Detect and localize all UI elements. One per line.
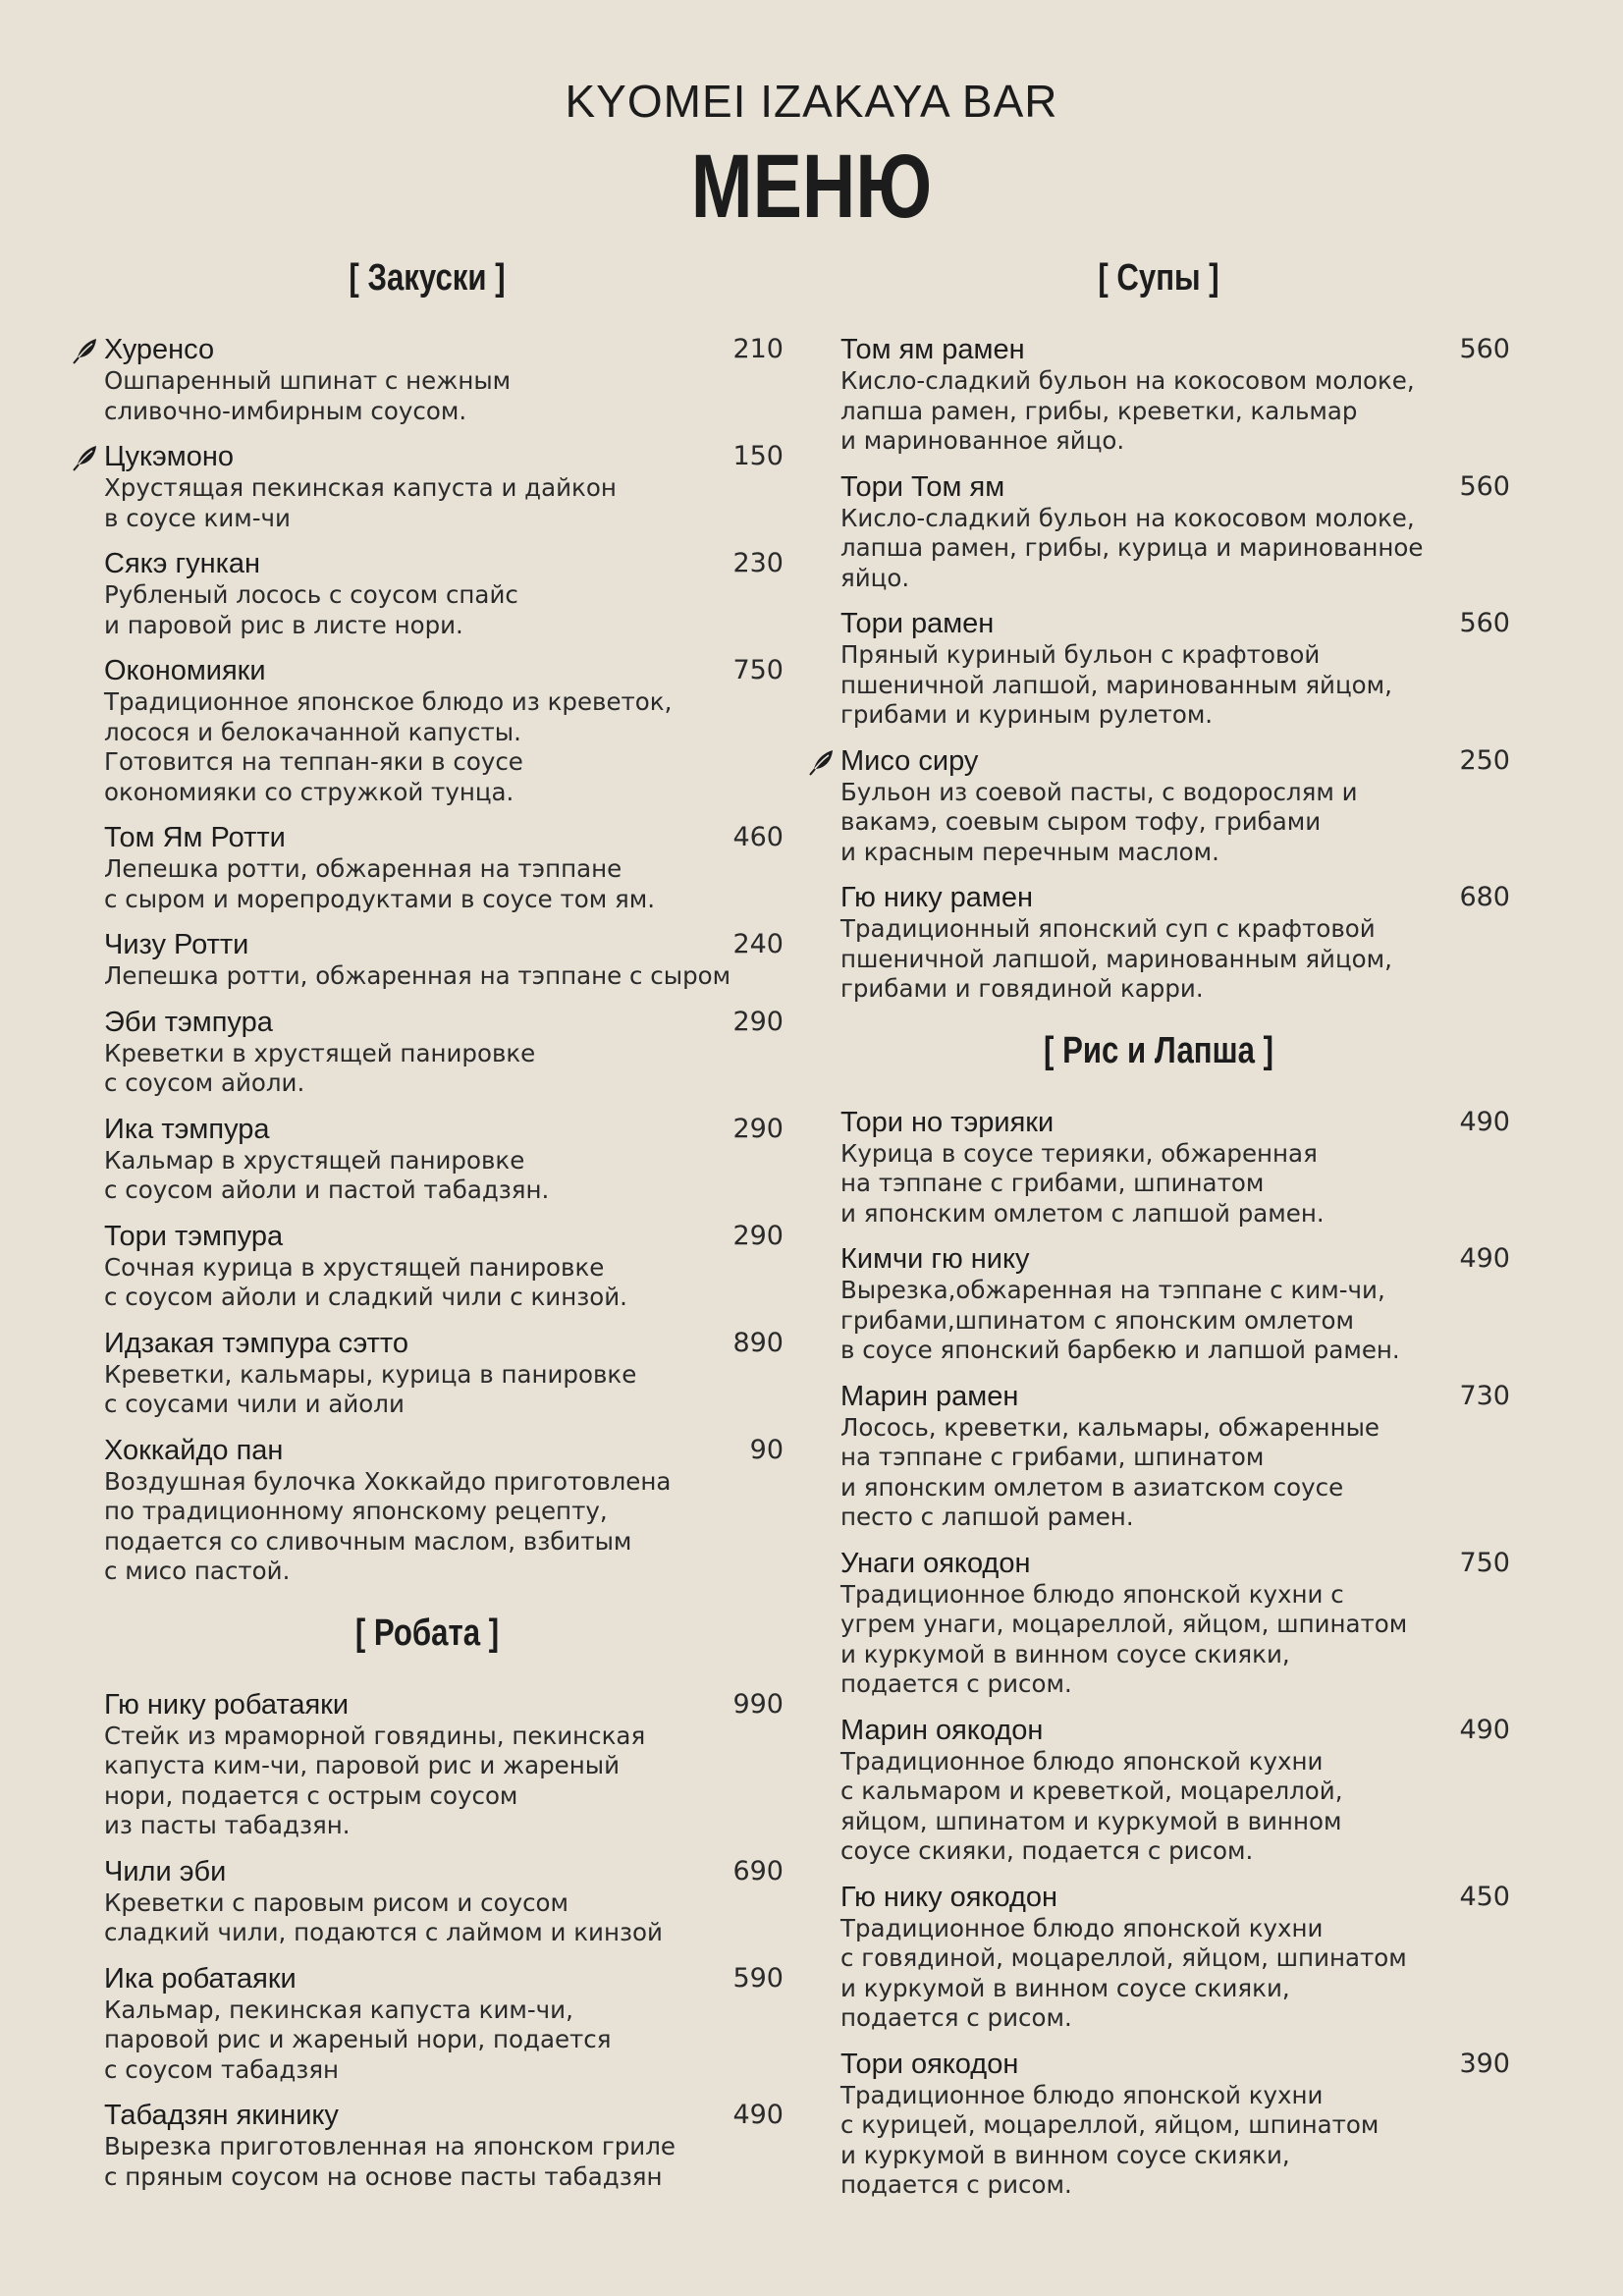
item-name: Гю нику робатаяки: [104, 1688, 350, 1721]
item-name: Ика робатаяки: [104, 1962, 297, 1995]
item-description: Традиционное блюдо японской кухни с курицей, моцареллой, яйцом, шпинатом и куркумой в винном соусе скияки, подается с рисом.: [840, 2080, 1380, 2199]
menu-item: [805, 1380, 1512, 1533]
item-description: Креветки в хрустящей панировке с соусом айоли.: [104, 1038, 536, 1097]
item-name: Табадзян якинику: [104, 2100, 339, 2131]
section-title: [ Супы ]: [1098, 257, 1219, 299]
item-description: Курица в соусе терияки, обжаренная на тэппане с грибами, шпинатом и японским омлетом с лапшой рамен.: [840, 1138, 1325, 1228]
section-title: [ Рис и Лапша ]: [1044, 1029, 1273, 1071]
item-price: 560: [1459, 608, 1510, 638]
item-description: Бульон из соевой пасты, с водорослям и вакамэ, соевым сыром тофу, грибами и красным перечным маслом.: [840, 777, 1358, 866]
item-description: Креветки, кальмары, курица в панировке с соусами чили и айоли: [104, 1359, 637, 1418]
menu-item: [805, 881, 1512, 1005]
section-snacks: [69, 257, 785, 1587]
item-name: Чили эби: [104, 1855, 227, 1887]
menu-item: [805, 1881, 1512, 2034]
item-description: Лосось, креветки, кальмары, обжаренные на тэппане с грибами, шпинатом и японским омлетом в азиатском соусе песто с лапшой рамен.: [840, 1412, 1380, 1531]
menu-item: [69, 547, 785, 640]
section-rice-noodles: [805, 1030, 1512, 2201]
item-name: Кимчи гю нику: [840, 1243, 1030, 1275]
item-name: Эби тэмпура: [104, 1006, 273, 1038]
item-description: Кисло-сладкий бульон на кокосовом молоке, лапша рамен, грибы, курица и маринованное яйцо.: [840, 503, 1424, 592]
item-price: 690: [732, 1855, 784, 1886]
item-description: Традиционное блюдо японской кухни с кальмаром и креветкой, моцареллой, яйцом, шпинатом и куркумой в винном соусе скияки, подается с рисом.: [840, 1746, 1343, 1865]
item-price: 290: [732, 1220, 784, 1251]
menu-item: [805, 1714, 1512, 1867]
menu-item: [805, 470, 1512, 594]
item-price: 590: [732, 1962, 784, 1994]
restaurant-name: KYOMEI IZAKAYA BAR: [565, 76, 1058, 127]
left-column: [69, 257, 785, 2206]
item-name: Мисо сиру: [840, 744, 979, 777]
menu-item: [69, 1688, 785, 1841]
item-description: Традиционное блюдо японской кухни с говядиной, моцареллой, яйцом, шпинатом и куркумой в винном соусе скияки, подается с рисом.: [840, 1913, 1407, 2032]
item-description: Традиционное блюдо японской кухни с угрем унаги, моцареллой, яйцом, шпинатом и куркумой в винном соусе скияки, подается с рисом.: [840, 1579, 1408, 1698]
item-description: Лепешка ротти, обжаренная на тэппане с сыром и морепродуктами в соусе том ям.: [104, 854, 656, 913]
section-title: [ Робата ]: [354, 1612, 500, 1654]
menu-item: [805, 607, 1512, 731]
item-price: 230: [732, 548, 784, 578]
item-price: 490: [1459, 1106, 1510, 1137]
item-price: 560: [1459, 470, 1510, 502]
item-description: Кисло-сладкий бульон на кокосовом молоке, лапша рамен, грибы, креветки, кальмар и маринованное яйцо.: [840, 366, 1415, 455]
section-title: [ Закуски ]: [349, 257, 506, 299]
item-name: Гю нику оякодон: [840, 1881, 1058, 1913]
item-price: 390: [1459, 2048, 1510, 2079]
menu-item: [69, 821, 785, 914]
menu-item: [805, 1242, 1512, 1366]
menu-item: [69, 1855, 785, 1948]
item-description: Хрустящая пекинская капуста и дайкон в соусе ким-чи: [104, 473, 617, 532]
item-price: 490: [732, 2100, 784, 2130]
item-description: Лепешка ротти, обжаренная на тэппане с сыром: [104, 961, 731, 990]
item-name: Идзакая тэмпура сэтто: [104, 1327, 408, 1359]
item-description: Кальмар, пекинская капуста ким-чи, паровой рис и жареный нори, подается с соусом табадзян: [104, 1995, 612, 2084]
item-price: 460: [732, 822, 784, 852]
item-name: Хуренсо: [104, 334, 215, 365]
item-price: 290: [732, 1113, 784, 1144]
item-price: 450: [1459, 1881, 1510, 1912]
item-name: Марин оякодон: [840, 1714, 1044, 1746]
item-name: Хоккайдо пан: [104, 1434, 284, 1466]
item-description: Ошпаренный шпинат с нежным сливочно-имбирным соусом.: [104, 366, 512, 425]
menu-list: [805, 333, 1512, 1005]
right-column: [805, 257, 1512, 2214]
item-price: 560: [1459, 334, 1510, 364]
item-name: Гю нику рамен: [840, 882, 1034, 913]
menu-list: [805, 1106, 1512, 2201]
item-name: Тори но тэрияки: [840, 1106, 1055, 1138]
item-description: Традиционное японское блюдо из креветок, лосося и белокачанной капусты. Готовится на теппан-яки в соусе окономияки со стружкой тунца.: [104, 687, 673, 806]
item-price: 290: [732, 1006, 784, 1037]
item-name: Цукэмоно: [104, 441, 234, 472]
item-name: Марин рамен: [840, 1380, 1019, 1412]
item-name: Тори тэмпура: [104, 1220, 284, 1252]
page-title: МЕНЮ: [690, 137, 933, 237]
leaf-icon: [807, 746, 837, 776]
item-name: Тори оякодон: [840, 2048, 1019, 2080]
menu-item: [69, 928, 785, 992]
item-price: 490: [1459, 1714, 1510, 1745]
menu-item: [805, 1106, 1512, 1230]
item-name: Тори Том ям: [840, 470, 1005, 503]
item-price: 730: [1459, 1380, 1510, 1411]
item-price: 210: [732, 334, 784, 364]
item-name: Чизу Ротти: [104, 929, 249, 960]
item-price: 750: [732, 655, 784, 685]
menu-item: [69, 333, 785, 426]
item-description: Пряный куриный бульон с крафтовой пшеничной лапшой, маринованным яйцом, грибами и куриным рулетом.: [840, 640, 1392, 729]
item-description: Рубленый лосось с соусом спайс и паровой рис в листе нори.: [104, 580, 518, 639]
section-soups: [805, 257, 1512, 1005]
item-description: Стейк из мраморной говядины, пекинская капуста ким-чи, паровой рис и жареный нори, подается с острым соусом из пасты табадзян.: [104, 1721, 646, 1839]
menu-item: [805, 1547, 1512, 1700]
menu-item: [69, 654, 785, 807]
menu-item: [69, 1434, 785, 1587]
item-description: Традиционный японский суп с крафтовой пшеничной лапшой, маринованным яйцом, грибами и говядиной карри.: [840, 914, 1392, 1003]
leaf-icon: [71, 442, 100, 471]
item-name: Сякэ гункан: [104, 548, 261, 579]
item-description: Вырезка приготовленная на японском гриле с пряным соусом на основе пасты табадзян: [104, 2132, 676, 2191]
item-price: 240: [732, 929, 784, 959]
menu-item: [69, 1113, 785, 1206]
menu-list: [69, 333, 785, 1587]
item-price: 680: [1459, 882, 1510, 912]
menu-item: [69, 440, 785, 533]
menu-item: [69, 1220, 785, 1313]
item-name: Ика тэмпура: [104, 1113, 270, 1145]
item-description: Кальмар в хрустящей панировке с соусом айоли и пастой табадзян.: [104, 1145, 550, 1204]
item-description: Воздушная булочка Хоккайдо приготовлена по традиционному японскому рецепту, подается со сливочным маслом, взбитым с мисо пастой.: [104, 1466, 672, 1585]
item-price: 90: [749, 1434, 784, 1465]
item-price: 890: [732, 1327, 784, 1358]
item-name: Окономияки: [104, 655, 266, 686]
item-name: Том Ям Ротти: [104, 822, 286, 853]
item-price: 250: [1459, 744, 1510, 776]
item-name: Том ям рамен: [840, 334, 1025, 365]
item-price: 150: [732, 441, 784, 471]
item-name: Тори рамен: [840, 608, 995, 639]
menu-item: [805, 333, 1512, 457]
item-description: Креветки с паровым рисом и соусом сладкий чили, подаются с лаймом и кинзой: [104, 1887, 663, 1946]
leaf-icon: [71, 335, 100, 364]
item-name: Унаги оякодон: [840, 1547, 1031, 1579]
item-price: 990: [732, 1688, 784, 1720]
item-price: 490: [1459, 1243, 1510, 1274]
section-robata: [69, 1613, 785, 2193]
menu-item: [805, 744, 1512, 868]
menu-item: [69, 1327, 785, 1420]
menu-item: [69, 1006, 785, 1099]
menu-item: [69, 1962, 785, 2086]
item-description: Вырезка,обжаренная на тэппане с ким-чи, грибами,шпинатом с японским омлетом в соусе японский барбекю и лапшой рамен.: [840, 1276, 1400, 1364]
menu-item: [69, 2099, 785, 2192]
menu-item: [805, 2048, 1512, 2201]
item-price: 750: [1459, 1547, 1510, 1578]
item-description: Сочная курица в хрустящей панировке с соусом айоли и сладкий чили с кинзой.: [104, 1252, 627, 1311]
menu-list: [69, 1688, 785, 2193]
